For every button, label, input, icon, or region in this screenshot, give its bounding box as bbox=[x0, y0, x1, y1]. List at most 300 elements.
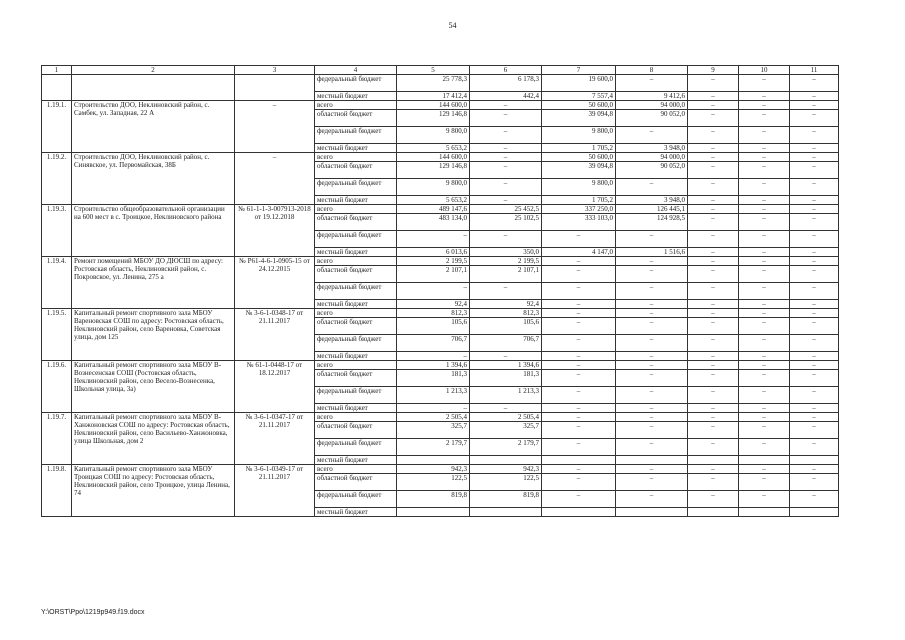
amount-cell: – bbox=[616, 266, 688, 283]
amount-cell: – bbox=[542, 404, 616, 413]
amount-cell: – bbox=[739, 370, 790, 387]
document-cell: – bbox=[235, 101, 315, 153]
amount-cell: – bbox=[542, 283, 616, 300]
amount-cell: 2 107,1 bbox=[397, 266, 470, 283]
amount-cell: 9 412,6 bbox=[616, 92, 688, 101]
amount-cell: 3 948,0 bbox=[616, 144, 688, 153]
amount-cell: – bbox=[688, 370, 739, 387]
amount-cell: – bbox=[790, 110, 839, 127]
amount-cell: – bbox=[616, 361, 688, 370]
amount-cell: 9 800,0 bbox=[542, 179, 616, 196]
amount-cell: 706,7 bbox=[397, 335, 470, 352]
amount-cell: – bbox=[616, 318, 688, 335]
document-cell: № 3-6-1-0347-17 от 21.11.2017 bbox=[235, 413, 315, 465]
amount-cell: – bbox=[616, 179, 688, 196]
funding-source-cell: всего bbox=[315, 413, 397, 422]
amount-cell: – bbox=[616, 231, 688, 248]
amount-cell: 350,0 bbox=[470, 248, 542, 257]
item-number-cell bbox=[42, 75, 72, 101]
amount-cell: – bbox=[739, 361, 790, 370]
item-number-cell: 1.19.8. bbox=[42, 465, 72, 517]
amount-cell: – bbox=[790, 370, 839, 387]
amount-cell bbox=[542, 508, 616, 517]
amount-cell: – bbox=[688, 205, 739, 214]
amount-cell: – bbox=[688, 127, 739, 144]
amount-cell: – bbox=[790, 352, 839, 361]
document-cell bbox=[235, 75, 315, 101]
amount-cell: – bbox=[688, 153, 739, 162]
table-body bbox=[42, 75, 839, 517]
amount-cell: – bbox=[688, 266, 739, 283]
amount-cell: – bbox=[790, 422, 839, 439]
amount-cell: – bbox=[790, 196, 839, 205]
amount-cell: – bbox=[739, 179, 790, 196]
amount-cell: – bbox=[688, 144, 739, 153]
amount-cell bbox=[688, 508, 739, 517]
funding-source-cell: областной бюджет bbox=[315, 266, 397, 283]
amount-cell bbox=[739, 508, 790, 517]
document-cell: № 61-1-0448-17 от 18.12.2017 bbox=[235, 361, 315, 413]
amount-cell: – bbox=[470, 196, 542, 205]
amount-cell: – bbox=[739, 214, 790, 231]
amount-cell: – bbox=[470, 127, 542, 144]
amount-cell: 94 000,0 bbox=[616, 101, 688, 110]
funding-source-cell: федеральный бюджет bbox=[315, 283, 397, 300]
amount-cell: – bbox=[688, 387, 739, 404]
item-number-cell: 1.19.3. bbox=[42, 205, 72, 257]
amount-cell: – bbox=[739, 318, 790, 335]
amount-cell: 2 505,4 bbox=[397, 413, 470, 422]
amount-cell: – bbox=[739, 352, 790, 361]
funding-source-cell: местный бюджет bbox=[315, 300, 397, 309]
amount-cell: 90 052,0 bbox=[616, 162, 688, 179]
amount-cell: – bbox=[790, 248, 839, 257]
funding-source-cell: федеральный бюджет bbox=[315, 231, 397, 248]
amount-cell: – bbox=[616, 422, 688, 439]
amount-cell: – bbox=[688, 110, 739, 127]
column-header-6: 6 bbox=[470, 66, 542, 75]
funding-source-cell: всего bbox=[315, 101, 397, 110]
document-cell: № Р61-4-6-1-0905-15 от 24.12.2015 bbox=[235, 257, 315, 309]
funding-source-cell: местный бюджет bbox=[315, 248, 397, 257]
amount-cell: – bbox=[688, 179, 739, 196]
amount-cell bbox=[739, 456, 790, 465]
amount-cell: – bbox=[542, 474, 616, 491]
amount-cell: 2 199,5 bbox=[470, 257, 542, 266]
amount-cell: – bbox=[790, 439, 839, 456]
column-header-9: 9 bbox=[688, 66, 739, 75]
amount-cell: 25 102,5 bbox=[470, 214, 542, 231]
amount-cell: 9 800,0 bbox=[542, 127, 616, 144]
amount-cell: – bbox=[790, 361, 839, 370]
amount-cell: – bbox=[739, 92, 790, 101]
amount-cell: – bbox=[397, 352, 470, 361]
amount-cell: 5 653,2 bbox=[397, 196, 470, 205]
amount-cell: – bbox=[616, 335, 688, 352]
funding-source-cell: областной бюджет bbox=[315, 110, 397, 127]
amount-cell: – bbox=[790, 231, 839, 248]
table-row bbox=[42, 413, 839, 422]
amount-cell: 1 213,3 bbox=[397, 387, 470, 404]
amount-cell: 5 653,2 bbox=[397, 144, 470, 153]
amount-cell: – bbox=[739, 300, 790, 309]
amount-cell: – bbox=[790, 92, 839, 101]
amount-cell: – bbox=[790, 300, 839, 309]
amount-cell: – bbox=[688, 352, 739, 361]
item-name-cell: Строительство ДОО, Неклиновский район, с. Самбек, ул. Западная, 22 А bbox=[72, 101, 235, 153]
amount-cell: 2 179,7 bbox=[470, 439, 542, 456]
amount-cell: – bbox=[739, 257, 790, 266]
amount-cell: – bbox=[790, 283, 839, 300]
funding-source-cell: областной бюджет bbox=[315, 370, 397, 387]
amount-cell: – bbox=[688, 439, 739, 456]
amount-cell: – bbox=[470, 231, 542, 248]
amount-cell: – bbox=[739, 309, 790, 318]
funding-source-cell: федеральный бюджет bbox=[315, 439, 397, 456]
amount-cell bbox=[790, 456, 839, 465]
amount-cell: – bbox=[688, 162, 739, 179]
amount-cell: – bbox=[739, 248, 790, 257]
amount-cell: – bbox=[790, 266, 839, 283]
amount-cell: – bbox=[470, 162, 542, 179]
amount-cell: – bbox=[542, 352, 616, 361]
amount-cell: – bbox=[688, 404, 739, 413]
funding-source-cell: местный бюджет bbox=[315, 196, 397, 205]
item-name-cell: Ремонт помещений МБОУ ДО ДЮСШ по адресу: Ростовская область, Неклиновский район, с. Покровское, ул. Ленина, 275 а bbox=[72, 257, 235, 309]
amount-cell: – bbox=[790, 387, 839, 404]
amount-cell bbox=[616, 456, 688, 465]
amount-cell: – bbox=[739, 144, 790, 153]
amount-cell bbox=[397, 456, 470, 465]
amount-cell: 1 213,3 bbox=[470, 387, 542, 404]
amount-cell: 39 094,8 bbox=[542, 162, 616, 179]
amount-cell: – bbox=[739, 162, 790, 179]
amount-cell: – bbox=[542, 318, 616, 335]
amount-cell: – bbox=[616, 387, 688, 404]
amount-cell: 1 394,6 bbox=[397, 361, 470, 370]
amount-cell: 105,6 bbox=[397, 318, 470, 335]
amount-cell: 819,8 bbox=[397, 491, 470, 508]
item-number-cell: 1.19.2. bbox=[42, 153, 72, 205]
amount-cell: – bbox=[790, 153, 839, 162]
item-number-cell: 1.19.4. bbox=[42, 257, 72, 309]
amount-cell: 706,7 bbox=[470, 335, 542, 352]
amount-cell: – bbox=[739, 474, 790, 491]
amount-cell: – bbox=[739, 283, 790, 300]
document-cell: – bbox=[235, 153, 315, 205]
amount-cell bbox=[397, 508, 470, 517]
amount-cell: – bbox=[688, 361, 739, 370]
amount-cell: – bbox=[542, 439, 616, 456]
amount-cell: – bbox=[688, 491, 739, 508]
amount-cell: 2 179,7 bbox=[397, 439, 470, 456]
amount-cell: 4 147,0 bbox=[542, 248, 616, 257]
column-header-1: 1 bbox=[42, 66, 72, 75]
amount-cell: 181,3 bbox=[470, 370, 542, 387]
amount-cell: – bbox=[739, 413, 790, 422]
amount-cell bbox=[616, 508, 688, 517]
amount-cell: – bbox=[688, 318, 739, 335]
page-number: 54 bbox=[448, 21, 457, 30]
amount-cell: – bbox=[470, 144, 542, 153]
amount-cell: – bbox=[739, 205, 790, 214]
amount-cell: – bbox=[790, 214, 839, 231]
amount-cell: – bbox=[739, 422, 790, 439]
amount-cell: 124 928,5 bbox=[616, 214, 688, 231]
table-row bbox=[42, 205, 839, 214]
amount-cell: – bbox=[790, 75, 839, 92]
amount-cell: 181,3 bbox=[397, 370, 470, 387]
amount-cell: – bbox=[790, 465, 839, 474]
amount-cell bbox=[470, 456, 542, 465]
item-name-cell: Капитальный ремонт спортивного зала МБОУ Вареновская СОШ по адресу: Ростовская область, Неклиновский район, село Вареновка, Советская улица, дом 125 bbox=[72, 309, 235, 361]
amount-cell: 3 948,0 bbox=[616, 196, 688, 205]
amount-cell: – bbox=[739, 465, 790, 474]
amount-cell: – bbox=[739, 231, 790, 248]
amount-cell: 2 505,4 bbox=[470, 413, 542, 422]
document-cell: № 61-1-1-3-007913-2018 от 19.12.2018 bbox=[235, 205, 315, 257]
amount-cell: – bbox=[616, 300, 688, 309]
amount-cell: – bbox=[790, 127, 839, 144]
table-row bbox=[42, 309, 839, 318]
amount-cell: 19 600,0 bbox=[542, 75, 616, 92]
column-header-10: 10 bbox=[739, 66, 790, 75]
amount-cell: – bbox=[739, 101, 790, 110]
table-row bbox=[42, 465, 839, 474]
amount-cell: – bbox=[542, 231, 616, 248]
table-row bbox=[42, 257, 839, 266]
item-name-cell bbox=[72, 75, 235, 101]
amount-cell: – bbox=[688, 300, 739, 309]
funding-source-cell: местный бюджет bbox=[315, 92, 397, 101]
amount-cell: 819,8 bbox=[470, 491, 542, 508]
amount-cell: – bbox=[688, 465, 739, 474]
item-number-cell: 1.19.7. bbox=[42, 413, 72, 465]
amount-cell: – bbox=[616, 370, 688, 387]
amount-cell: 337 250,0 bbox=[542, 205, 616, 214]
amount-cell: 2 107,1 bbox=[470, 266, 542, 283]
amount-cell: – bbox=[542, 257, 616, 266]
funding-source-cell: местный бюджет bbox=[315, 404, 397, 413]
column-header-11: 11 bbox=[790, 66, 839, 75]
amount-cell: 7 557,4 bbox=[542, 92, 616, 101]
amount-cell: – bbox=[688, 335, 739, 352]
amount-cell: – bbox=[739, 196, 790, 205]
column-header-8: 8 bbox=[616, 66, 688, 75]
funding-source-cell: областной бюджет bbox=[315, 214, 397, 231]
amount-cell: – bbox=[688, 474, 739, 491]
item-name-cell: Капитальный ремонт спортивного зала МБОУ В-Вознесенская СОШ (Ростовская область, Неклиновский район, село Весело-Вознесенка, Школьная улица, 3а) bbox=[72, 361, 235, 413]
amount-cell: – bbox=[616, 352, 688, 361]
amount-cell: – bbox=[790, 318, 839, 335]
funding-source-cell: областной бюджет bbox=[315, 422, 397, 439]
table-row bbox=[42, 75, 839, 92]
amount-cell: 483 134,0 bbox=[397, 214, 470, 231]
amount-cell: 122,5 bbox=[397, 474, 470, 491]
amount-cell: 9 800,0 bbox=[397, 127, 470, 144]
amount-cell: – bbox=[790, 474, 839, 491]
amount-cell: – bbox=[470, 283, 542, 300]
amount-cell: – bbox=[542, 491, 616, 508]
amount-cell: – bbox=[739, 439, 790, 456]
amount-cell: – bbox=[616, 257, 688, 266]
amount-cell: 1 705,2 bbox=[542, 144, 616, 153]
amount-cell: – bbox=[790, 404, 839, 413]
amount-cell: – bbox=[542, 309, 616, 318]
amount-cell: – bbox=[470, 179, 542, 196]
amount-cell: 25 452,5 bbox=[470, 205, 542, 214]
funding-source-cell: всего bbox=[315, 205, 397, 214]
amount-cell: 144 600,0 bbox=[397, 153, 470, 162]
amount-cell: – bbox=[790, 205, 839, 214]
amount-cell: – bbox=[739, 404, 790, 413]
amount-cell: – bbox=[616, 283, 688, 300]
funding-source-cell: местный бюджет bbox=[315, 456, 397, 465]
amount-cell: – bbox=[688, 75, 739, 92]
funding-source-cell: всего bbox=[315, 257, 397, 266]
amount-cell: 105,6 bbox=[470, 318, 542, 335]
amount-cell: 812,3 bbox=[470, 309, 542, 318]
funding-source-cell: федеральный бюджет bbox=[315, 491, 397, 508]
amount-cell bbox=[688, 456, 739, 465]
amount-cell: 9 800,0 bbox=[397, 179, 470, 196]
amount-cell: – bbox=[470, 153, 542, 162]
table-header bbox=[42, 66, 839, 75]
amount-cell: 2 199,5 bbox=[397, 257, 470, 266]
amount-cell: – bbox=[542, 422, 616, 439]
item-name-cell: Строительство общеобразовательной организации на 600 мест в с. Троицкое, Неклиновского района bbox=[72, 205, 235, 257]
amount-cell: – bbox=[542, 335, 616, 352]
amount-cell: – bbox=[790, 101, 839, 110]
table-row bbox=[42, 101, 839, 110]
amount-cell: – bbox=[542, 370, 616, 387]
funding-source-cell: федеральный бюджет bbox=[315, 335, 397, 352]
column-header-4: 4 bbox=[315, 66, 397, 75]
amount-cell: – bbox=[542, 266, 616, 283]
amount-cell: – bbox=[739, 335, 790, 352]
amount-cell: – bbox=[470, 404, 542, 413]
amount-cell: 92,4 bbox=[470, 300, 542, 309]
amount-cell: – bbox=[688, 413, 739, 422]
amount-cell bbox=[790, 508, 839, 517]
amount-cell: – bbox=[739, 75, 790, 92]
amount-cell: – bbox=[688, 248, 739, 257]
amount-cell: – bbox=[790, 257, 839, 266]
amount-cell: 129 146,8 bbox=[397, 162, 470, 179]
amount-cell: 442,4 bbox=[470, 92, 542, 101]
amount-cell bbox=[542, 456, 616, 465]
amount-cell: – bbox=[688, 422, 739, 439]
amount-cell: 489 147,6 bbox=[397, 205, 470, 214]
amount-cell: – bbox=[790, 144, 839, 153]
amount-cell: – bbox=[688, 196, 739, 205]
item-number-cell: 1.19.6. bbox=[42, 361, 72, 413]
amount-cell: – bbox=[470, 352, 542, 361]
funding-source-cell: федеральный бюджет bbox=[315, 127, 397, 144]
amount-cell: – bbox=[790, 335, 839, 352]
column-header-7: 7 bbox=[542, 66, 616, 75]
amount-cell: – bbox=[790, 491, 839, 508]
funding-source-cell: местный бюджет bbox=[315, 352, 397, 361]
amount-cell: – bbox=[542, 300, 616, 309]
funding-source-cell: федеральный бюджет bbox=[315, 179, 397, 196]
funding-source-cell: областной бюджет bbox=[315, 162, 397, 179]
funding-source-cell: федеральный бюджет bbox=[315, 387, 397, 404]
amount-cell: 25 778,3 bbox=[397, 75, 470, 92]
column-header-5: 5 bbox=[397, 66, 470, 75]
funding-source-cell: всего bbox=[315, 309, 397, 318]
amount-cell: – bbox=[688, 257, 739, 266]
funding-source-cell: всего bbox=[315, 153, 397, 162]
amount-cell: – bbox=[790, 162, 839, 179]
amount-cell: – bbox=[616, 413, 688, 422]
amount-cell: 90 052,0 bbox=[616, 110, 688, 127]
amount-cell: 6 013,6 bbox=[397, 248, 470, 257]
amount-cell: 1 394,6 bbox=[470, 361, 542, 370]
amount-cell: – bbox=[542, 361, 616, 370]
amount-cell: 333 103,0 bbox=[542, 214, 616, 231]
amount-cell: – bbox=[470, 110, 542, 127]
amount-cell: 50 600,0 bbox=[542, 101, 616, 110]
item-name-cell: Строительство ДОО, Неклиновский район, с. Синявское, ул. Первомайская, 38Б bbox=[72, 153, 235, 205]
amount-cell: – bbox=[397, 231, 470, 248]
amount-cell: 129 146,8 bbox=[397, 110, 470, 127]
amount-cell: – bbox=[542, 413, 616, 422]
amount-cell: 1 516,6 bbox=[616, 248, 688, 257]
amount-cell: – bbox=[616, 75, 688, 92]
amount-cell: – bbox=[616, 439, 688, 456]
item-name-cell: Капитальный ремонт спортивного зала МБОУ В-Ханжоновская СОШ по адресу: Ростовская область, Неклиновский район, село Васильево-Ханжоновка, улица Школьная, дом 2 bbox=[72, 413, 235, 465]
item-number-cell: 1.19.1. bbox=[42, 101, 72, 153]
table-row bbox=[42, 153, 839, 162]
funding-source-cell: областной бюджет bbox=[315, 318, 397, 335]
amount-cell: – bbox=[739, 387, 790, 404]
amount-cell: 942,3 bbox=[470, 465, 542, 474]
amount-cell: 942,3 bbox=[397, 465, 470, 474]
amount-cell: 144 600,0 bbox=[397, 101, 470, 110]
amount-cell: – bbox=[739, 153, 790, 162]
amount-cell: – bbox=[739, 491, 790, 508]
amount-cell: – bbox=[739, 110, 790, 127]
funding-source-cell: местный бюджет bbox=[315, 508, 397, 517]
file-path-footer: Y:\ORST\Ppo\1219p949.f19.docx bbox=[41, 609, 145, 616]
amount-cell: – bbox=[688, 283, 739, 300]
amount-cell: – bbox=[688, 231, 739, 248]
amount-cell: – bbox=[739, 127, 790, 144]
amount-cell: – bbox=[688, 214, 739, 231]
budget-table bbox=[41, 65, 839, 517]
amount-cell bbox=[470, 508, 542, 517]
amount-cell: – bbox=[688, 101, 739, 110]
amount-cell: – bbox=[616, 127, 688, 144]
amount-cell: – bbox=[616, 404, 688, 413]
amount-cell: – bbox=[542, 465, 616, 474]
amount-cell: 122,5 bbox=[470, 474, 542, 491]
amount-cell: 94 000,0 bbox=[616, 153, 688, 162]
amount-cell: – bbox=[688, 92, 739, 101]
column-header-3: 3 bbox=[235, 66, 315, 75]
amount-cell: 1 705,2 bbox=[542, 196, 616, 205]
document-cell: № 3-6-1-0349-17 от 21.11.2017 bbox=[235, 465, 315, 517]
amount-cell: – bbox=[470, 101, 542, 110]
funding-source-cell: федеральный бюджет bbox=[315, 75, 397, 92]
amount-cell: 812,3 bbox=[397, 309, 470, 318]
funding-source-cell: всего bbox=[315, 465, 397, 474]
amount-cell: – bbox=[397, 283, 470, 300]
amount-cell: 126 445,1 bbox=[616, 205, 688, 214]
amount-cell: 92,4 bbox=[397, 300, 470, 309]
amount-cell: 325,7 bbox=[397, 422, 470, 439]
